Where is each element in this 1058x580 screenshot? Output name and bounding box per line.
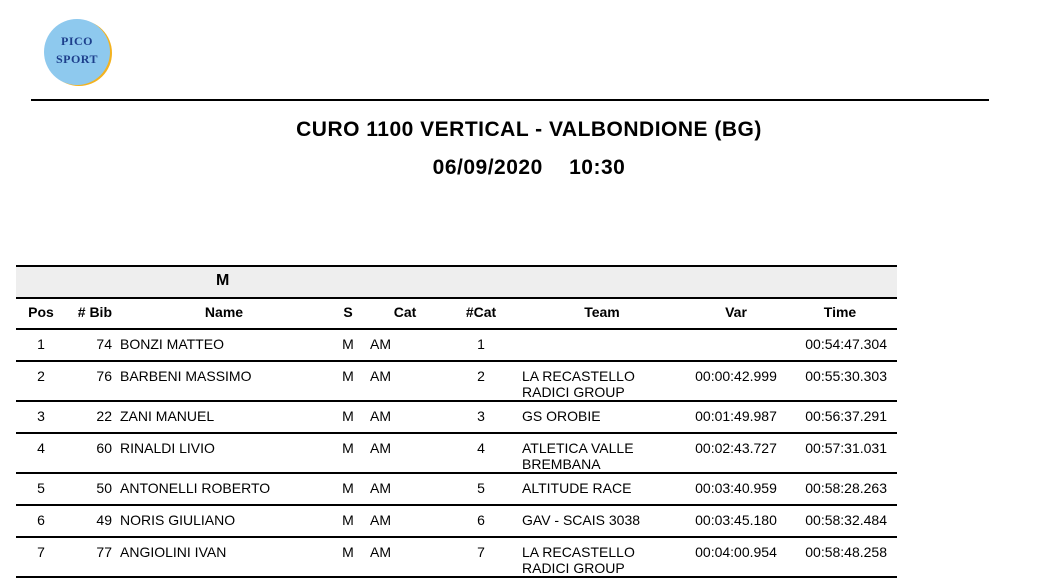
event-date: 06/09/2020 xyxy=(432,156,543,179)
row-pos: 1 xyxy=(37,336,45,352)
row-var: 00:03:45.180 xyxy=(695,512,777,528)
row-pos: 7 xyxy=(37,544,45,560)
row-bib: 50 xyxy=(96,480,112,496)
col-team: Team xyxy=(584,304,620,320)
col-var: Var xyxy=(725,304,747,320)
row-sex: M xyxy=(342,408,354,424)
header-divider xyxy=(31,99,989,101)
row-time: 00:58:28.263 xyxy=(805,480,887,496)
row-name: ANTONELLI ROBERTO xyxy=(120,480,271,496)
row-sex: M xyxy=(342,480,354,496)
logo-line-1: PICO xyxy=(61,34,93,48)
row-team: LA RECASTELLO RADICI GROUP xyxy=(522,368,635,400)
row-var: 00:04:00.954 xyxy=(695,544,777,560)
col-name: Name xyxy=(204,304,244,320)
row-bib: 22 xyxy=(96,408,112,424)
event-time: 10:30 xyxy=(569,156,626,179)
row-time: 00:54:47.304 xyxy=(805,336,887,352)
row-time: 00:56:37.291 xyxy=(805,408,887,424)
row-cat-pos: 2 xyxy=(477,368,485,384)
row-var: 00:03:40.959 xyxy=(695,480,777,496)
row-pos: 4 xyxy=(37,440,45,456)
row-cat: AM xyxy=(370,544,391,560)
results-table xyxy=(16,265,897,578)
col-time: Time xyxy=(823,304,857,320)
table-row xyxy=(16,362,897,402)
row-name: BARBENI MASSIMO xyxy=(120,368,252,384)
row-time: 00:58:48.258 xyxy=(805,544,887,560)
row-bib: 77 xyxy=(96,544,112,560)
row-team: GS OROBIE xyxy=(522,408,601,424)
row-sex: M xyxy=(342,512,354,528)
row-name: ANGIOLINI IVAN xyxy=(120,544,227,560)
row-sex: M xyxy=(342,336,354,352)
row-team: LA RECASTELLO RADICI GROUP xyxy=(522,544,635,576)
row-cat-pos: 7 xyxy=(477,544,485,560)
group-header xyxy=(16,265,897,299)
row-cat-pos: 6 xyxy=(477,512,485,528)
row-var: 00:02:43.727 xyxy=(695,440,777,456)
group-label: M xyxy=(216,272,230,289)
row-cat: AM xyxy=(370,512,391,528)
row-pos: 2 xyxy=(37,368,45,384)
row-name: ZANI MANUEL xyxy=(120,408,215,424)
row-pos: 6 xyxy=(37,512,45,528)
col-cat: Cat xyxy=(393,304,417,320)
table-row xyxy=(16,538,897,578)
row-time: 00:55:30.303 xyxy=(805,368,887,384)
col-sex: S xyxy=(343,304,353,320)
row-cat-pos: 3 xyxy=(477,408,485,424)
row-pos: 5 xyxy=(37,480,45,496)
row-name: NORIS GIULIANO xyxy=(120,512,236,528)
row-team: ATLETICA VALLE BREMBANA xyxy=(522,440,634,472)
row-sex: M xyxy=(342,544,354,560)
row-bib: 74 xyxy=(96,336,112,352)
col-cat-pos: #Cat xyxy=(465,304,497,320)
row-cat: AM xyxy=(370,368,391,384)
row-sex: M xyxy=(342,368,354,384)
row-name: BONZI MATTEO xyxy=(120,336,224,352)
table-row xyxy=(16,434,897,474)
column-header-row xyxy=(16,299,897,330)
row-var: 00:00:42.999 xyxy=(695,368,777,384)
row-team: GAV - SCAIS 3038 xyxy=(522,512,641,528)
row-team: ALTITUDE RACE xyxy=(522,480,632,496)
event-datetime xyxy=(0,156,1058,180)
table-row xyxy=(16,474,897,506)
table-row xyxy=(16,402,897,434)
row-cat-pos: 4 xyxy=(477,440,485,456)
col-pos: Pos xyxy=(28,304,54,320)
row-cat-pos: 1 xyxy=(477,336,485,352)
row-sex: M xyxy=(342,440,354,456)
row-cat-pos: 5 xyxy=(477,480,485,496)
row-var: 00:01:49.987 xyxy=(695,408,777,424)
row-name: RINALDI LIVIO xyxy=(120,440,215,456)
logo-line-2: SPORT xyxy=(55,52,99,66)
row-cat: AM xyxy=(370,336,391,352)
row-pos: 3 xyxy=(37,408,45,424)
row-time: 00:58:32.484 xyxy=(805,512,887,528)
pico-sport-logo xyxy=(44,19,110,85)
table-row xyxy=(16,506,897,538)
row-bib: 49 xyxy=(96,512,112,528)
row-bib: 60 xyxy=(96,440,112,456)
row-cat: AM xyxy=(370,480,391,496)
row-bib: 76 xyxy=(96,368,112,384)
row-cat: AM xyxy=(370,408,391,424)
row-time: 00:57:31.031 xyxy=(805,440,887,456)
row-cat: AM xyxy=(370,440,391,456)
table-row xyxy=(16,330,897,362)
col-bib: # Bib xyxy=(77,304,112,320)
event-title: CURO 1100 VERTICAL - VALBONDIONE (BG) xyxy=(296,118,762,141)
